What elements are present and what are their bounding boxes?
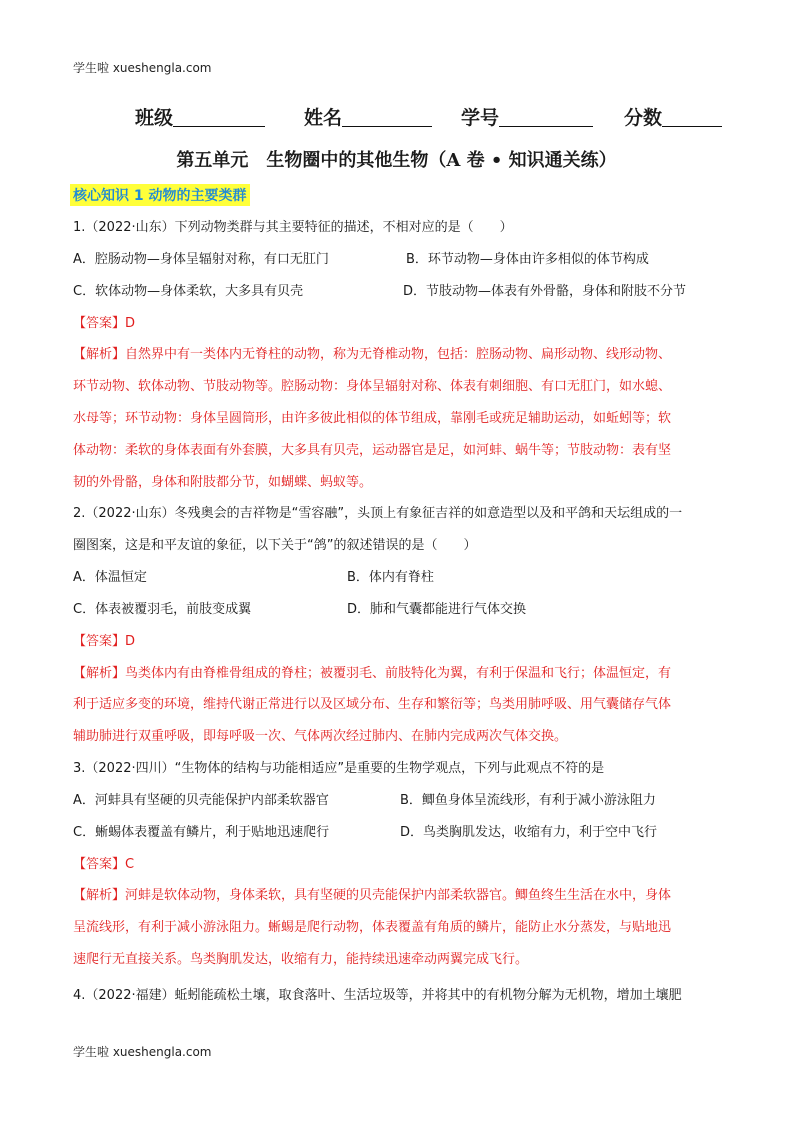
student-id-blank xyxy=(499,126,593,127)
q2-option-a: A．体温恒定 xyxy=(73,570,147,585)
q1-explanation-line: 韧的外骨骼，身体和附肢都分节，如蝴蝶、蚂蚁等。 xyxy=(73,475,373,490)
document-title: 第五单元 生物圈中的其他生物（A 卷 • 知识通关练） xyxy=(176,150,617,171)
q3-explanation-line: 【解析】河蚌是软体动物，身体柔软，具有坚硬的贝壳能保护内部柔软器官。鲫鱼终生生活在水中，身体 xyxy=(73,888,672,903)
q1-option-d: D．节肢动物—体表有外骨骼，身体和附肢不分节 xyxy=(403,284,687,299)
q1-stem: 1.（2022·山东）下列动物类群与其主要特征的描述，不相对应的是（ ） xyxy=(73,220,513,235)
q1-explanation-line: 水母等；环节动物：身体呈圆筒形，由许多彼此相似的体节组成，靠刚毛或疣足辅助运动，如蚯蚓等；软 xyxy=(73,411,672,426)
class-label: 班级 xyxy=(135,107,174,129)
site-watermark-top: 学生啦 xueshengla.com xyxy=(73,61,212,75)
q3-explanation-line: 速爬行无直接关系。鸟类胸肌发达，收缩有力，能持续迅速牵动两翼完成飞行。 xyxy=(73,952,529,967)
student-info-header xyxy=(0,103,793,133)
q3-option-d: D．鸟类胸肌发达，收缩有力，利于空中飞行 xyxy=(400,825,658,840)
q2-explanation-line: 【解析】鸟类体内有由脊椎骨组成的脊柱；被覆羽毛、前肢特化为翼，有利于保温和飞行；体温恒定，有 xyxy=(73,666,672,681)
q3-answer: 【答案】C xyxy=(73,857,135,872)
q3-stem: 3.（2022·四川）“生物体的结构与功能相适应”是重要的生物学观点，下列与此观点不符的是 xyxy=(73,761,605,776)
section-heading: 核心知识 1 动物的主要类群 xyxy=(70,184,250,206)
q3-explanation-line: 呈流线形，有利于减小游泳阻力。蜥蜴是爬行动物，体表覆盖有角质的鳞片，能防止水分蒸发，与贴地迅 xyxy=(73,920,672,935)
q2-stem-line-2: 圈图案，这是和平友谊的象征，以下关于“鸽”的叙述错误的是（ ） xyxy=(73,538,477,553)
name-blank xyxy=(342,126,432,127)
q2-option-d: D．肺和气囊都能进行气体交换 xyxy=(347,602,527,617)
q2-stem-line-1: 2.（2022·山东）冬残奥会的吉祥物是“雪容融”，头顶上有象征吉祥的如意造型以及和平鸽和天坛组成的一 xyxy=(73,506,683,521)
q1-option-b: B．环节动物—身体由许多相似的体节构成 xyxy=(406,252,649,267)
score-label: 分数 xyxy=(624,107,663,129)
q2-answer: 【答案】D xyxy=(73,634,136,649)
q3-option-a: A．河蚌具有坚硬的贝壳能保护内部柔软器官 xyxy=(73,793,329,808)
q2-option-c: C．体表被覆羽毛，前肢变成翼 xyxy=(73,602,252,617)
q2-explanation-line: 利于适应多变的环境，维持代谢正常进行以及区域分布、生存和繁衍等；鸟类用肺呼吸、用气囊储存气体 xyxy=(73,697,672,712)
q3-option-b: B．鲫鱼身体呈流线形，有利于减小游泳阻力 xyxy=(400,793,656,808)
class-blank xyxy=(173,126,265,127)
q1-option-c: C．软体动物—身体柔软，大多具有贝壳 xyxy=(73,284,304,299)
name-label: 姓名 xyxy=(304,107,343,129)
q3-option-c: C．蜥蜴体表覆盖有鳞片，利于贴地迅速爬行 xyxy=(73,825,330,840)
site-watermark-bottom: 学生啦 xueshengla.com xyxy=(73,1045,212,1059)
student-id-label: 学号 xyxy=(461,107,500,129)
q1-answer: 【答案】D xyxy=(73,316,136,331)
q1-option-a: A．腔肠动物—身体呈辐射对称，有口无肛门 xyxy=(73,252,329,267)
q1-explanation-line: 【解析】自然界中有一类体内无脊柱的动物，称为无脊椎动物，包括：腔肠动物、扁形动物、线形动物、 xyxy=(73,347,672,362)
q4-stem: 4.（2022·福建）蚯蚓能疏松土壤，取食落叶、生活垃圾等，并将其中的有机物分解为无机物，增加土壤肥 xyxy=(73,988,682,1003)
q2-option-b: B．体内有脊柱 xyxy=(347,570,434,585)
q2-explanation-line: 辅助肺进行双重呼吸，即每呼吸一次、气体两次经过肺内、在肺内完成两次气体交换。 xyxy=(73,729,568,744)
q1-explanation-line: 环节动物、软体动物、节肢动物等。腔肠动物：身体呈辐射对称、体表有刺细胞、有口无肛门，如水螅、 xyxy=(73,379,672,394)
score-blank xyxy=(662,126,722,127)
q1-explanation-line: 体动物：柔软的身体表面有外套膜，大多具有贝壳，运动器官是足，如河蚌、蜗牛等；节肢动物：表有坚 xyxy=(73,443,672,458)
